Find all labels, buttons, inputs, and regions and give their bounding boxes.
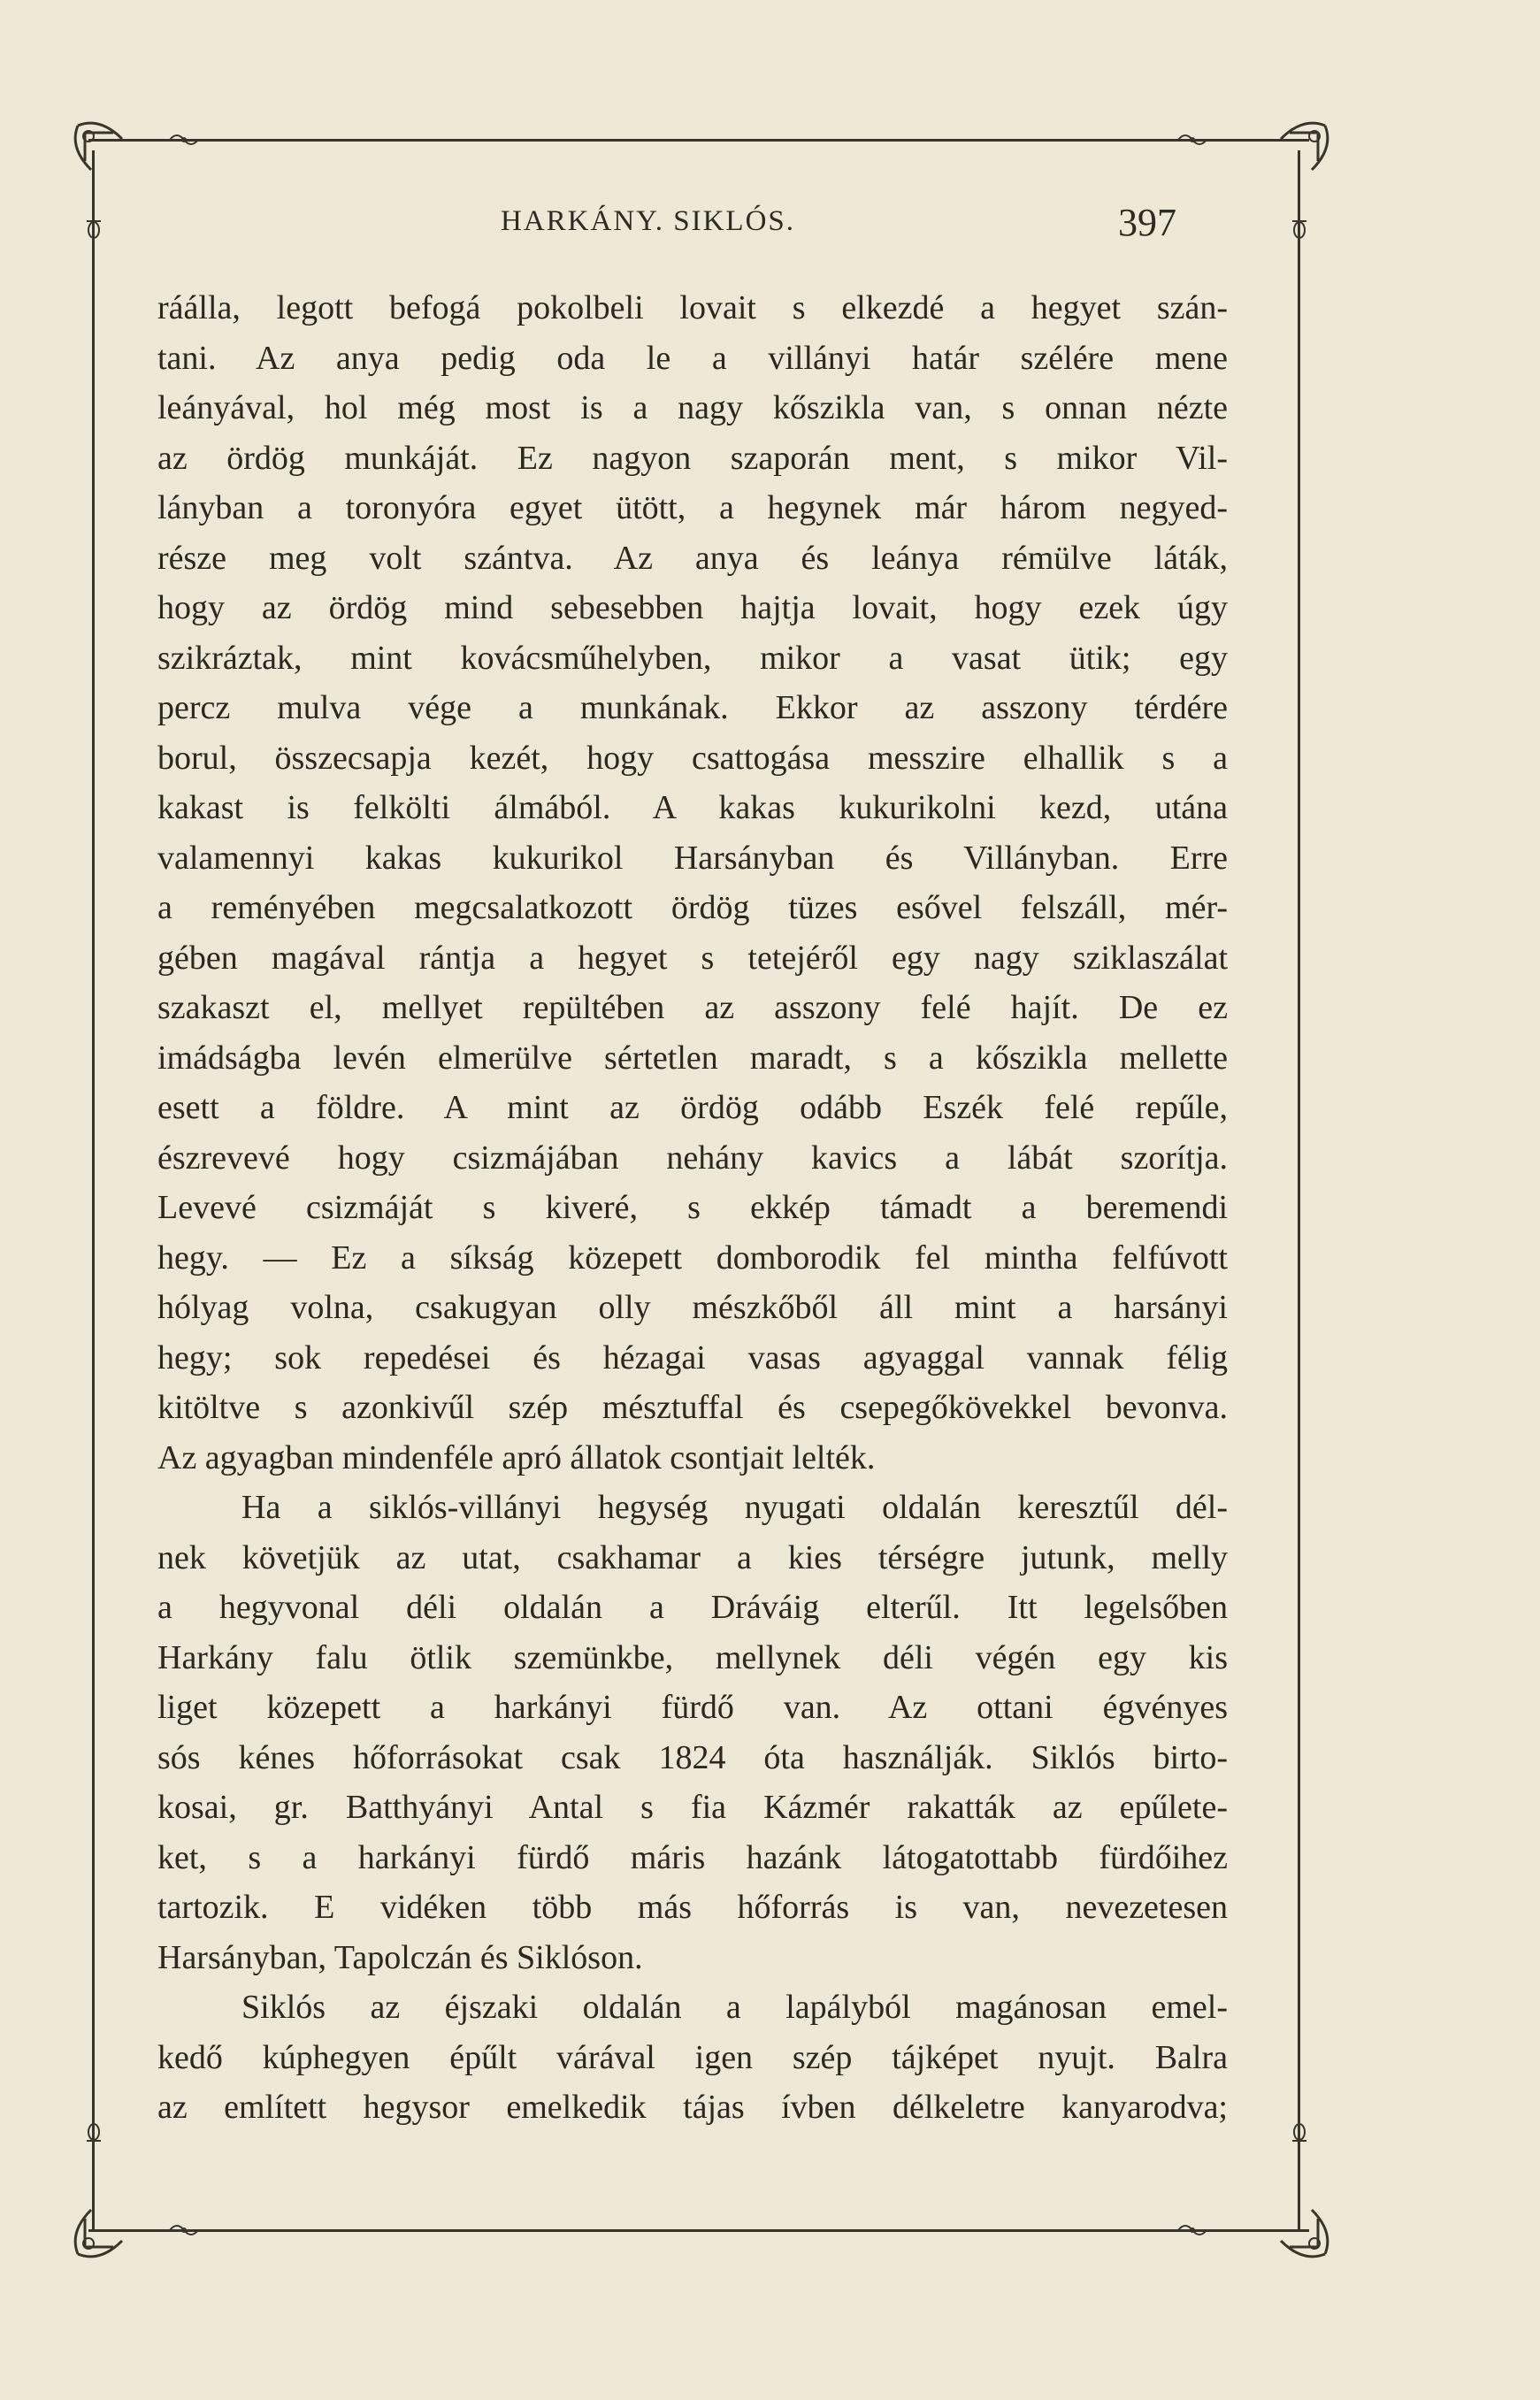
- ornament-top-left-icon: [69, 117, 131, 179]
- text-line: imádságba levén elmerülve sértetlen maradt, s a kőszikla mellette: [157, 1039, 1228, 1077]
- text-line: a reményében megcsalatkozott ördög tüzes esővel felszáll, mér-: [157, 889, 1228, 926]
- ornament-top-rule-flourish-left-icon: [168, 129, 203, 150]
- text-line: lányban a toronyóra egyet ütött, a hegynek már három negyed-: [157, 489, 1228, 526]
- ornament-top-right-icon: [1272, 117, 1334, 179]
- text-line: gében magával rántja a hegyet s tetejéről egy nagy sziklaszálat: [157, 939, 1228, 977]
- ornament-bottom-left-icon: [69, 2201, 131, 2263]
- ornament-bottom-rule-flourish-right-icon: [1176, 2220, 1212, 2241]
- ornament-bottom-rule-flourish-left-icon: [168, 2220, 203, 2241]
- paragraph-3: [157, 1982, 1228, 2133]
- text-line: hogy az ördög mind sebesebben hajtja lovait, hogy ezek úgy: [157, 589, 1228, 626]
- paragraph-1: [157, 283, 1228, 1483]
- ornament-bottom-right-icon: [1272, 2201, 1334, 2263]
- text-line: liget közepett a harkányi fürdő van. Az ottani égvényes: [157, 1689, 1228, 1726]
- page-number: 397: [1118, 201, 1176, 244]
- frame-top-rule: [88, 139, 1309, 142]
- text-line: Ha a siklós-villányi hegység nyugati oldalán keresztűl dél-: [241, 1489, 1228, 1526]
- frame-bottom-rule: [88, 2229, 1309, 2232]
- text-line: kakast is felkölti álmából. A kakas kukurikolni kezd, utána: [157, 789, 1228, 826]
- frame-left-rule: [92, 150, 95, 2229]
- text-line: ket, s a harkányi fürdő máris hazánk látogatottabb fürdőihez: [157, 1838, 1228, 1876]
- text-line: tani. Az anya pedig oda le a villányi határ szélére mene: [157, 339, 1228, 377]
- text-line: nek követjük az utat, csakhamar a kies térségre jutunk, melly: [157, 1538, 1228, 1576]
- text-line: az említett hegysor emelkedik tájas ívben délkeletre kanyarodva;: [157, 2089, 1228, 2126]
- text-line: az ördög munkáját. Ez nagyon szaporán ment, s mikor Vil-: [157, 439, 1228, 477]
- text-line: kosai, gr. Batthyányi Antal s fia Kázmér rakatták az epűlete-: [157, 1789, 1228, 1826]
- ornament-right-side-top-icon: [1289, 203, 1310, 257]
- text-line: része meg volt szántva. Az anya és leánya rémülve láták,: [157, 539, 1228, 577]
- text-line: szikráztak, mint kovácsműhelyben, mikor a vasat ütik; egy: [157, 639, 1228, 677]
- frame-right-rule: [1298, 150, 1300, 2229]
- body-text: [157, 283, 1228, 2133]
- text-line: Harkány falu ötlik szemünkbe, mellynek déli végén egy kis: [157, 1638, 1228, 1676]
- ornament-left-side-bottom-icon: [83, 2105, 104, 2158]
- paragraph-2: [157, 1483, 1228, 1982]
- text-line: Levevé csizmáját s kiveré, s ekkép támadt a beremendi: [157, 1189, 1228, 1226]
- ornament-top-rule-flourish-right-icon: [1176, 129, 1212, 150]
- text-line: kitöltve s azonkivűl szép mésztuffal és csepegőkövekkel bevonva.: [157, 1389, 1228, 1426]
- text-line: hólyag volna, csakugyan olly mészkőből áll mint a harsányi: [157, 1289, 1228, 1326]
- text-line: Siklós az éjszaki oldalán a lapályból magánosan emel-: [241, 1989, 1228, 2026]
- ornament-left-side-top-icon: [83, 203, 104, 257]
- text-line: szakaszt el, mellyet repültében az asszony felé hajít. De ez: [157, 989, 1228, 1026]
- text-line: leányával, hol még most is a nagy kőszikla van, s onnan nézte: [157, 389, 1228, 426]
- text-line: tartozik. E vidéken több más hőforrás is van, nevezetesen: [157, 1889, 1228, 1926]
- ornament-right-side-bottom-icon: [1289, 2105, 1310, 2158]
- text-line: sós kénes hőforrásokat csak 1824 óta használják. Siklós birto-: [157, 1738, 1228, 1776]
- text-line: percz mulva vége a munkának. Ekkor az asszony térdére: [157, 689, 1228, 726]
- text-line: észrevevé hogy csizmájában nehány kavics a lábát szorítja.: [157, 1139, 1228, 1177]
- text-line: hegy. — Ez a síkság közepett domborodik fel mintha felfúvott: [157, 1238, 1228, 1277]
- text-line: a hegyvonal déli oldalán a Dráváig elterűl. Itt legelsőben: [157, 1589, 1228, 1626]
- text-line: valamennyi kakas kukurikol Harsányban és Villányban. Erre: [157, 839, 1228, 877]
- text-line: esett a földre. A mint az ördög odább Eszék felé repűle,: [157, 1089, 1228, 1126]
- text-line: borul, összecsapja kezét, hogy csattogása messzire elhallik s a: [157, 739, 1228, 777]
- running-header-title: HARKÁNY. SIKLÓS.: [501, 205, 796, 237]
- text-line: hegy; sok repedései és hézagai vasas agyaggal vannak félig: [157, 1338, 1228, 1376]
- text-line: ráálla, legott befogá pokolbeli lovait s elkezdé a hegyet szán-: [157, 289, 1228, 326]
- text-line: Az agyagban mindenféle apró állatok csontjait lelték.: [157, 1438, 876, 1476]
- text-line: Harsányban, Tapolczán és Siklóson.: [157, 1938, 643, 1976]
- text-line: kedő kúphegyen épűlt várával igen szép tájképet nyujt. Balra: [157, 2038, 1228, 2076]
